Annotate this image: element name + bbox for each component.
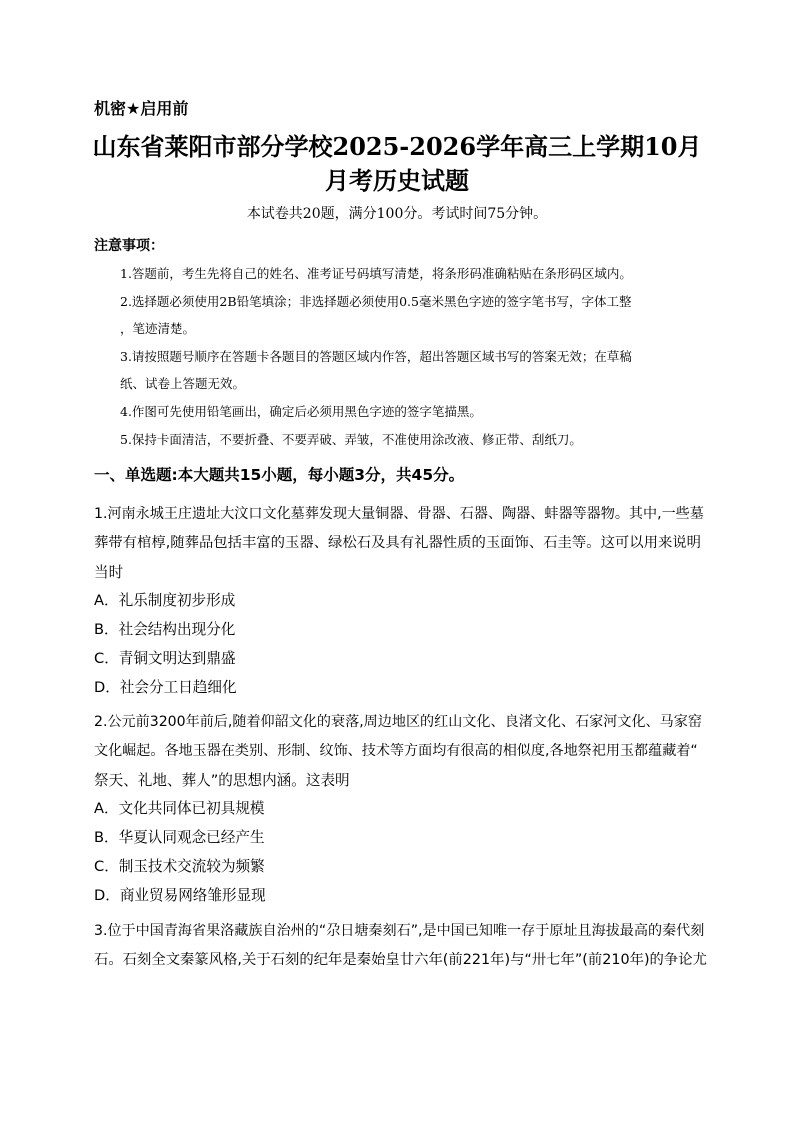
notice-line: 4.作图可先使用铅笔画出，确定后必须用黑色字迹的签字笔描黑。 xyxy=(120,404,482,419)
question-1-stem-line: 当时 xyxy=(94,564,124,581)
question-2-option-d: D．商业贸易网络雏形显现 xyxy=(94,887,266,904)
exam-title-line-1: 山东省莱阳市部分学校2025-2026学年高三上学期10月 xyxy=(92,132,702,161)
question-1-option-b: B．社会结构出现分化 xyxy=(94,621,236,638)
notice-line: 2.选择题必须使用2B铅笔填涂；非选择题必须使用0.5毫米黑色字迹的签字笔书写，字体工整 xyxy=(120,294,632,309)
confidential-label: 机密★启用前 xyxy=(94,99,189,118)
notice-heading: 注意事项： xyxy=(94,238,164,254)
question-3-stem-line: 3.位于中国青海省果洛藏族自治州的“尕日塘秦刻石”,是中国已知唯一存于原址且海拔最高的秦代刻 xyxy=(94,923,705,939)
question-1-option-a: A．礼乐制度初步形成 xyxy=(94,592,236,609)
question-1-option-c: C．青铜文明达到鼎盛 xyxy=(94,650,236,667)
exam-title-line-2: 月考历史试题 xyxy=(325,166,469,195)
question-2-option-b: B．华夏认同观念已经产生 xyxy=(94,829,265,846)
section-heading: 一、单选题:本大题共15小题，每小题3分，共45分。 xyxy=(94,466,465,484)
question-3-stem-line: 石。石刻全文秦篆风格,关于石刻的纪年是秦始皇廿六年(前221年)与“卅七年”(前210年)的争论尤 xyxy=(94,952,707,968)
notice-line: 3.请按照题号顺序在答题卡各题目的答题区域内作答，超出答题区域书写的答案无效；在草稿 xyxy=(120,349,632,364)
notice-line: 1.答题前，考生先将自己的姓名、准考证号码填写清楚，将条形码准确粘贴在条形码区域内。 xyxy=(120,266,632,281)
question-2-option-a: A．文化共同体已初具规模 xyxy=(94,800,265,817)
question-2-option-c: C．制玉技术交流较为频繁 xyxy=(94,858,265,875)
question-2-stem-line: 文化崛起。各地玉器在类别、形制、纹饰、技术等方面均有很高的相似度,各地祭祀用玉都蕴藏着“ xyxy=(94,743,698,759)
question-2-stem-line: 2.公元前3200年前后,随着仰韶文化的衰落,周边地区的红山文化、良渚文化、石家河文化、马家窑 xyxy=(94,714,702,730)
question-1-stem-line: 1.河南永城王庄遗址大汶口文化墓葬发现大量铜器、骨器、石器、陶器、蚌器等器物。其中,一些墓 xyxy=(94,506,704,522)
question-1-stem-line: 葬带有棺椁,随葬品包括丰富的玉器、绿松石及具有礼器性质的玉面饰、石圭等。这可以用来说明 xyxy=(94,535,701,551)
exam-info: 本试卷共20题，满分100分。考试时间75分钟。 xyxy=(246,206,548,222)
notice-line: 纸、试卷上答题无效。 xyxy=(120,376,246,391)
notice-line: ，笔迹清楚。 xyxy=(120,321,196,336)
question-1-option-d: D．社会分工日趋细化 xyxy=(94,679,237,696)
question-2-stem-line: 祭天、礼地、葬人”的思想内涵。这表明 xyxy=(94,772,350,789)
notice-line: 5.保持卡面清洁，不要折叠、不要弄破、弄皱，不准使用涂改液、修正带、刮纸刀。 xyxy=(120,432,582,447)
